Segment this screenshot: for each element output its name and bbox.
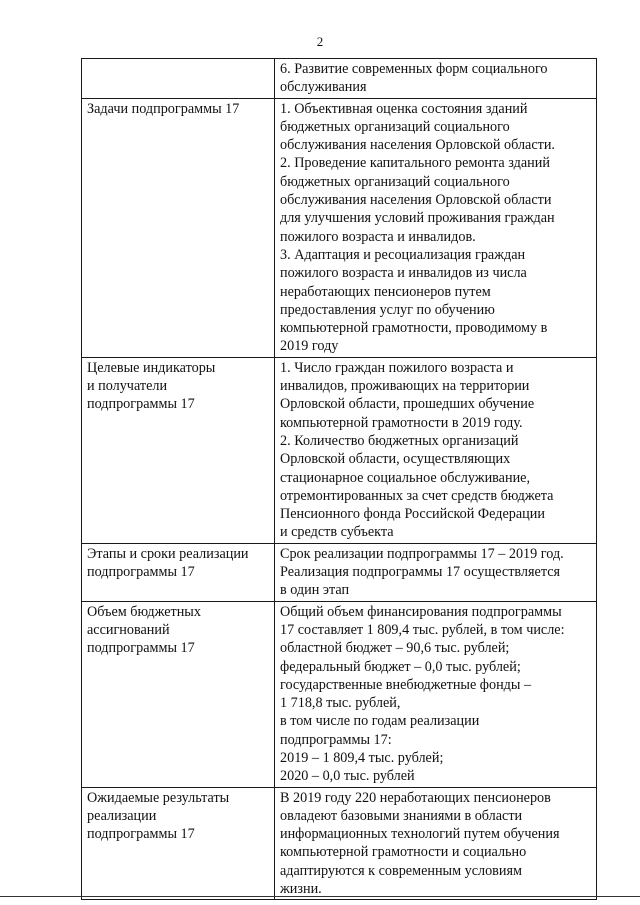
row-label-cell [82, 98, 275, 357]
subprogram-passport-table [81, 58, 597, 900]
row-content-line: бюджетных организаций социального [280, 118, 510, 135]
row-content-line: овладеют базовыми знаниями в области [280, 807, 523, 824]
row-content-line: 3. Адаптация и ресоциализация граждан [280, 246, 526, 263]
row-content-line: бюджетных организаций социального [280, 173, 510, 190]
row-label-cell [82, 357, 275, 543]
table-row [82, 601, 597, 787]
row-content-cell [275, 357, 597, 543]
row-content-line: информационных технологий путем обучения [280, 826, 560, 843]
row-label-line: Целевые индикаторы [87, 359, 216, 376]
row-content-line: федеральный бюджет – 0,0 тыс. рублей; [280, 658, 521, 675]
row-content-line: Общий объем финансирования подпрограммы [280, 603, 562, 620]
row-content-line: 2. Проведение капитального ремонта зданий [280, 155, 550, 172]
row-content-cell [275, 543, 597, 601]
row-content-line: 6. Развитие современных форм социального [280, 61, 548, 77]
row-label-cell [82, 59, 275, 99]
row-content-line: Пенсионного фонда Российской Федерации [280, 506, 545, 523]
row-content-line: в том числе по годам реализации [280, 713, 480, 730]
row-content-line: 1. Число граждан пожилого возраста и [280, 359, 514, 376]
row-content-line: компьютерной грамотности в 2019 году. [280, 414, 523, 431]
row-label-line: ассигнований [87, 621, 170, 638]
row-content-line: 2019 году [280, 338, 339, 355]
row-content-line: инвалидов, проживающих на территории [280, 378, 530, 395]
page-number: 2 [316, 34, 324, 49]
row-content-line: 2. Количество бюджетных организаций [280, 432, 519, 449]
row-content-line: отремонтированных за счет средств бюджета [280, 487, 554, 504]
row-label-cell [82, 787, 275, 900]
row-content-line: жизни. [280, 881, 322, 898]
row-content-line: Орловской области, прошедших обучение [280, 396, 535, 413]
row-content-line: для улучшения условий проживания граждан [280, 210, 555, 227]
row-content-line: областной бюджет – 90,6 тыс. рублей; [280, 640, 510, 657]
row-label-line: подпрограммы 17 [87, 826, 195, 843]
row-content-line: неработающих пенсионеров путем [280, 283, 491, 300]
row-content-line: пожилого возраста и инвалидов из числа [280, 265, 527, 282]
row-content-line: В 2019 году 220 неработающих пенсионеров [280, 789, 551, 806]
row-content-line: и средств субъекта [280, 524, 394, 541]
table-row [82, 59, 597, 99]
row-content-line: 17 составляет 1 809,4 тыс. рублей, в том числе: [280, 621, 565, 638]
row-content-line: пожилого возраста и инвалидов. [280, 228, 476, 245]
row-label-line: подпрограммы 17 [87, 396, 195, 413]
row-label-line: Ожидаемые результаты [87, 789, 230, 806]
row-content-line: обслуживания населения Орловской области. [280, 137, 555, 154]
row-content-line: 1 718,8 тыс. рублей, [280, 695, 401, 712]
row-label-cell [82, 601, 275, 787]
table-row [82, 787, 597, 900]
row-content-line: государственные внебюджетные фонды – [280, 676, 532, 693]
row-content-line: Орловской области, осуществляющих [280, 451, 511, 468]
row-content-line: в один этап [280, 582, 350, 599]
table-row [82, 543, 597, 601]
row-content-cell [275, 98, 597, 357]
row-content-line: 2020 – 0,0 тыс. рублей [280, 768, 415, 785]
row-label-line: Задачи подпрограммы 17 [87, 100, 240, 117]
row-content-line: компьютерной грамотности, проводимому в [280, 320, 548, 337]
row-content-cell [275, 59, 597, 99]
table-row [82, 98, 597, 357]
row-content-line: обслуживания населения Орловской области [280, 192, 552, 209]
passport-table-body [82, 59, 597, 900]
row-content-line: 2019 – 1 809,4 тыс. рублей; [280, 749, 444, 766]
row-content-line: Срок реализации подпрограммы 17 – 2019 год. [280, 545, 564, 562]
row-content-line: стационарное социальное обслуживание, [280, 469, 531, 486]
row-label-line: Этапы и сроки реализации [87, 545, 249, 562]
row-content-line: адаптируются к современным условиям [280, 862, 522, 879]
row-content-line: обслуживания [280, 79, 367, 96]
row-content-line: предоставления услуг по обучению [280, 301, 495, 318]
page-bottom-rule [0, 896, 640, 897]
row-label-line: и получатели [87, 378, 168, 395]
row-content-line: компьютерной грамотности и социально [280, 844, 527, 861]
row-label-line: подпрограммы 17 [87, 640, 195, 657]
row-label-line: Объем бюджетных [87, 603, 201, 620]
row-content-line: подпрограммы 17: [280, 731, 392, 748]
row-content-line: Реализация подпрограммы 17 осуществляется [280, 564, 561, 581]
row-content-line: 1. Объективная оценка состояния зданий [280, 100, 528, 117]
row-label-line: реализации [87, 807, 157, 824]
row-label-line: подпрограммы 17 [87, 564, 195, 581]
row-label-cell [82, 543, 275, 601]
row-content-cell [275, 787, 597, 900]
row-content-cell [275, 601, 597, 787]
table-row [82, 357, 597, 543]
